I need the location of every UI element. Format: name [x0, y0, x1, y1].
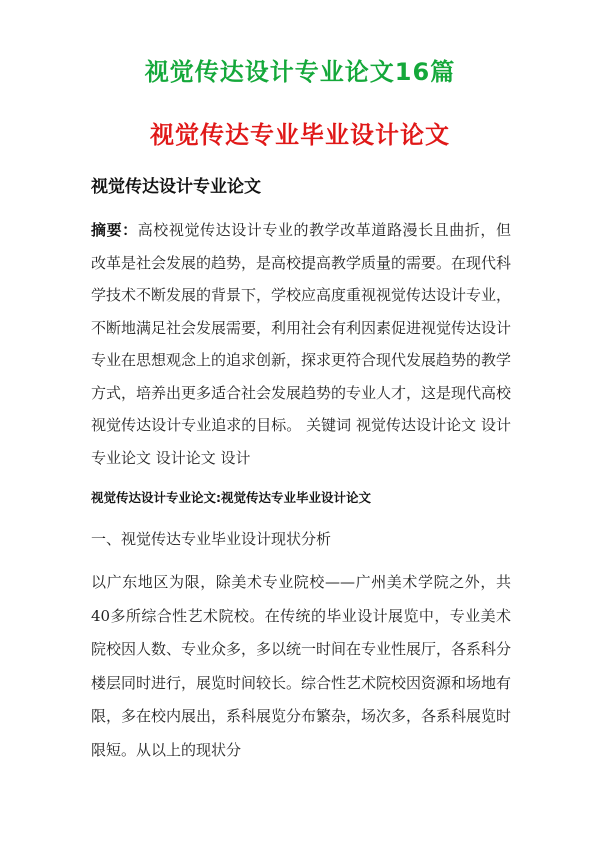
- subtitle: 视觉传达专业毕业设计论文: [150, 121, 450, 149]
- section-heading-one: 一、视觉传达专业毕业设计现状分析: [91, 530, 332, 548]
- abstract-label: 摘要：: [91, 221, 138, 239]
- main-title: 视觉传达设计专业论文16篇: [144, 58, 456, 86]
- article-heading: 视觉传达设计专业论文:视觉传达专业毕业设计论文: [91, 490, 371, 505]
- abstract-text: 高校视觉传达设计专业的教学改革道路漫长且曲折，但改革是社会发展的趋势，是高校提高教学质量的需要。在现代科学技术不断发展的背景下，学校应高度重视视觉传达设计专业，不断地满足社会发展需要，利用社会有利因素促进视觉传达设计专业在思想观念上的追求创新，探求更符合现代发展趋势的教学方式，培养出更多适合社会发展趋势的专业人才，这是现代高校视觉传达设计专业追求的目标。 关键词 视觉传达设计论文 设计专业论文 设计论文 设计: [91, 221, 512, 467]
- abstract-paragraph: [91, 214, 511, 474]
- section-title: 视觉传达设计专业论文: [91, 177, 261, 197]
- body-paragraph: 以广东地区为限，除美术专业院校——广州美术学院之外，共40多所综合性艺术院校。在传统的毕业设计展览中，专业美术院校因人数、专业众多，多以统一时间在专业性展厅，各系科分楼层同时进行，展览时间较长。综合性艺术院校因资源和场地有限，多在校内展出，系科展览分布繁杂，场次多，各系科展览时限短。从以上的现状分: [91, 573, 512, 759]
